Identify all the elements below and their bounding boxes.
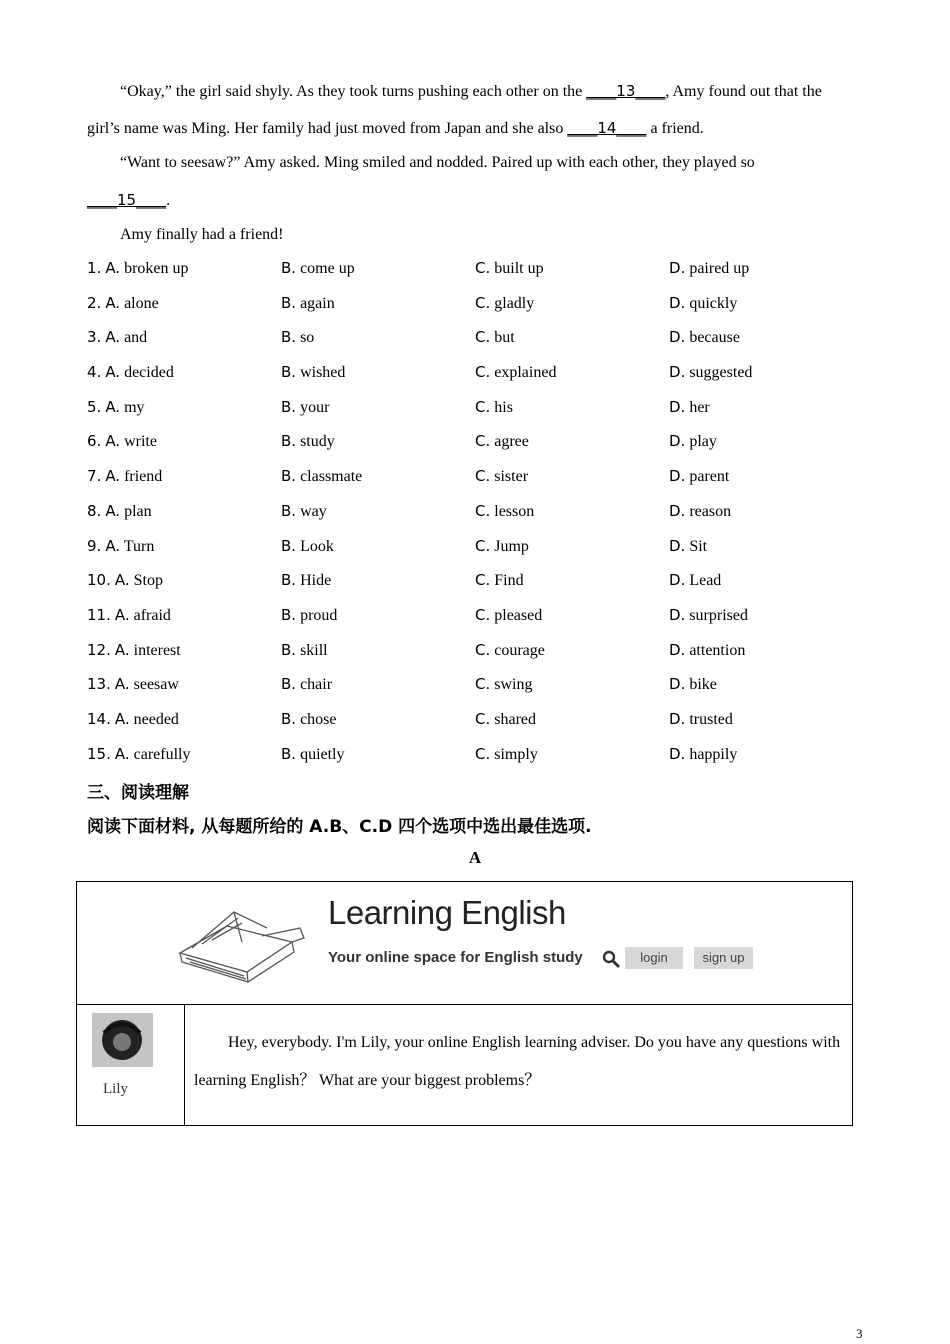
- option-b: B. way: [281, 501, 327, 520]
- option-c: C. built up: [475, 259, 544, 277]
- option-b: B. study: [281, 432, 335, 451]
- option-d: D. attention: [669, 640, 746, 659]
- option-d: D. her: [669, 397, 710, 416]
- option-b: B. proud: [281, 605, 338, 624]
- option-d: D. Sit: [669, 536, 708, 555]
- website-header: [77, 882, 852, 1005]
- option-c: C. shared: [475, 709, 537, 728]
- option-a: 4. A. decided: [87, 363, 174, 382]
- question-row: [87, 258, 867, 293]
- option-c: C. Find: [475, 571, 524, 590]
- option-c: C. explained: [475, 363, 557, 382]
- option-d: D. parent: [669, 467, 730, 486]
- option-b: B. Hide: [281, 571, 332, 590]
- story-text: “Okay,” the girl said shyly. As they took turns pushing each other on the: [120, 83, 583, 100]
- login-button[interactable]: login: [625, 947, 683, 969]
- search-icon[interactable]: [601, 949, 621, 969]
- signup-button[interactable]: sign up: [694, 947, 753, 969]
- option-c: C. but: [475, 328, 515, 347]
- option-d: D. happily: [669, 744, 738, 763]
- story-line-1: [120, 81, 822, 102]
- option-d: D. because: [669, 328, 740, 347]
- option-d: D. reason: [669, 501, 732, 520]
- option-d: D. paired up: [669, 259, 750, 277]
- option-a: 1. A. broken up: [87, 259, 189, 277]
- question-row: [87, 674, 867, 709]
- blank-13: ____13____: [586, 82, 666, 100]
- option-c: C. lesson: [475, 501, 535, 520]
- option-c: C. sister: [475, 467, 529, 486]
- story-text: , Amy found out that the: [665, 83, 822, 100]
- adviser-name: Lily: [103, 1081, 128, 1097]
- option-a: 15. A. carefully: [87, 744, 191, 763]
- story-text: a friend.: [650, 120, 704, 137]
- option-a: 6. A. write: [87, 432, 157, 451]
- blank-14: ____14____: [567, 119, 647, 137]
- site-title: Learning English: [328, 894, 566, 931]
- option-d: D. surprised: [669, 605, 748, 624]
- question-row: [87, 431, 867, 466]
- option-a: 13. A. seesaw: [87, 675, 179, 694]
- option-c: C. simply: [475, 744, 538, 763]
- option-b: B. skill: [281, 640, 328, 659]
- story-line-5: [120, 225, 284, 245]
- story-text: .: [166, 192, 171, 209]
- passage-label: A: [468, 848, 482, 867]
- question-row: [87, 536, 867, 571]
- question-row: [87, 709, 867, 744]
- option-c: C. pleased: [475, 605, 543, 624]
- question-row: [87, 466, 867, 501]
- option-d: D. Lead: [669, 571, 722, 590]
- question-row: [87, 640, 867, 675]
- option-d: D. trusted: [669, 709, 733, 728]
- option-b: B. again: [281, 293, 335, 312]
- story-line-2: [87, 118, 704, 139]
- option-d: D. suggested: [669, 363, 753, 382]
- story-line-3: [120, 153, 755, 173]
- section-title: 三、阅读理解: [87, 783, 189, 803]
- option-c: C. swing: [475, 675, 533, 694]
- option-b: B. chair: [281, 675, 333, 694]
- blank-15: ____15____: [87, 191, 167, 209]
- option-c: C. Jump: [475, 536, 529, 555]
- page-number: 3: [856, 1326, 863, 1341]
- question-row: [87, 570, 867, 605]
- site-subtitle: Your online space for English study: [328, 949, 583, 966]
- option-a: 11. A. afraid: [87, 605, 171, 624]
- option-a: 3. A. and: [87, 328, 148, 347]
- adviser-message: Hey, everybody. I'm Lily, your online English learning adviser. Do you have any questions with learning English？ What are your biggest problems？: [194, 1034, 841, 1089]
- option-a: 7. A. friend: [87, 467, 163, 486]
- option-d: D. play: [669, 432, 717, 451]
- question-row: [87, 605, 867, 640]
- adviser-cell: [77, 1004, 185, 1125]
- question-row: [87, 744, 867, 779]
- question-row: [87, 293, 867, 328]
- question-row: [87, 327, 867, 362]
- book-icon: [172, 898, 312, 990]
- option-a: 9. A. Turn: [87, 536, 155, 555]
- options-table: [87, 258, 867, 778]
- option-b: B. your: [281, 397, 330, 416]
- option-b: B. Look: [281, 536, 334, 555]
- section-instruction: 阅读下面材料, 从每题所给的 A.B、C.D 四个选项中选出最佳选项.: [87, 817, 592, 837]
- option-d: D. bike: [669, 675, 717, 694]
- story-text: Amy finally had a friend!: [120, 226, 284, 243]
- option-b: B. come up: [281, 259, 355, 277]
- option-b: B. classmate: [281, 467, 363, 486]
- option-a: 14. A. needed: [87, 709, 179, 728]
- option-b: B. chose: [281, 709, 337, 728]
- avatar: [92, 1013, 153, 1067]
- option-c: C. his: [475, 397, 513, 416]
- story-line-4: [87, 190, 170, 211]
- question-row: [87, 362, 867, 397]
- option-b: B. quietly: [281, 744, 345, 763]
- option-a: 8. A. plan: [87, 501, 152, 520]
- story-text: girl’s name was Ming. Her family had just moved from Japan and she also: [87, 120, 564, 137]
- option-a: 5. A. my: [87, 397, 145, 416]
- option-a: 12. A. interest: [87, 640, 181, 659]
- question-row: [87, 397, 867, 432]
- option-b: B. wished: [281, 363, 346, 382]
- option-c: C. courage: [475, 640, 545, 659]
- option-d: D. quickly: [669, 293, 738, 312]
- question-row: [87, 501, 867, 536]
- story-text: “Want to seesaw?” Amy asked. Ming smiled and nodded. Paired up with each other, they played so: [120, 154, 755, 171]
- option-c: C. gladly: [475, 293, 535, 312]
- website-box: [76, 881, 853, 1126]
- option-c: C. agree: [475, 432, 529, 451]
- option-a: 2. A. alone: [87, 293, 159, 312]
- option-a: 10. A. Stop: [87, 571, 163, 590]
- option-b: B. so: [281, 328, 315, 347]
